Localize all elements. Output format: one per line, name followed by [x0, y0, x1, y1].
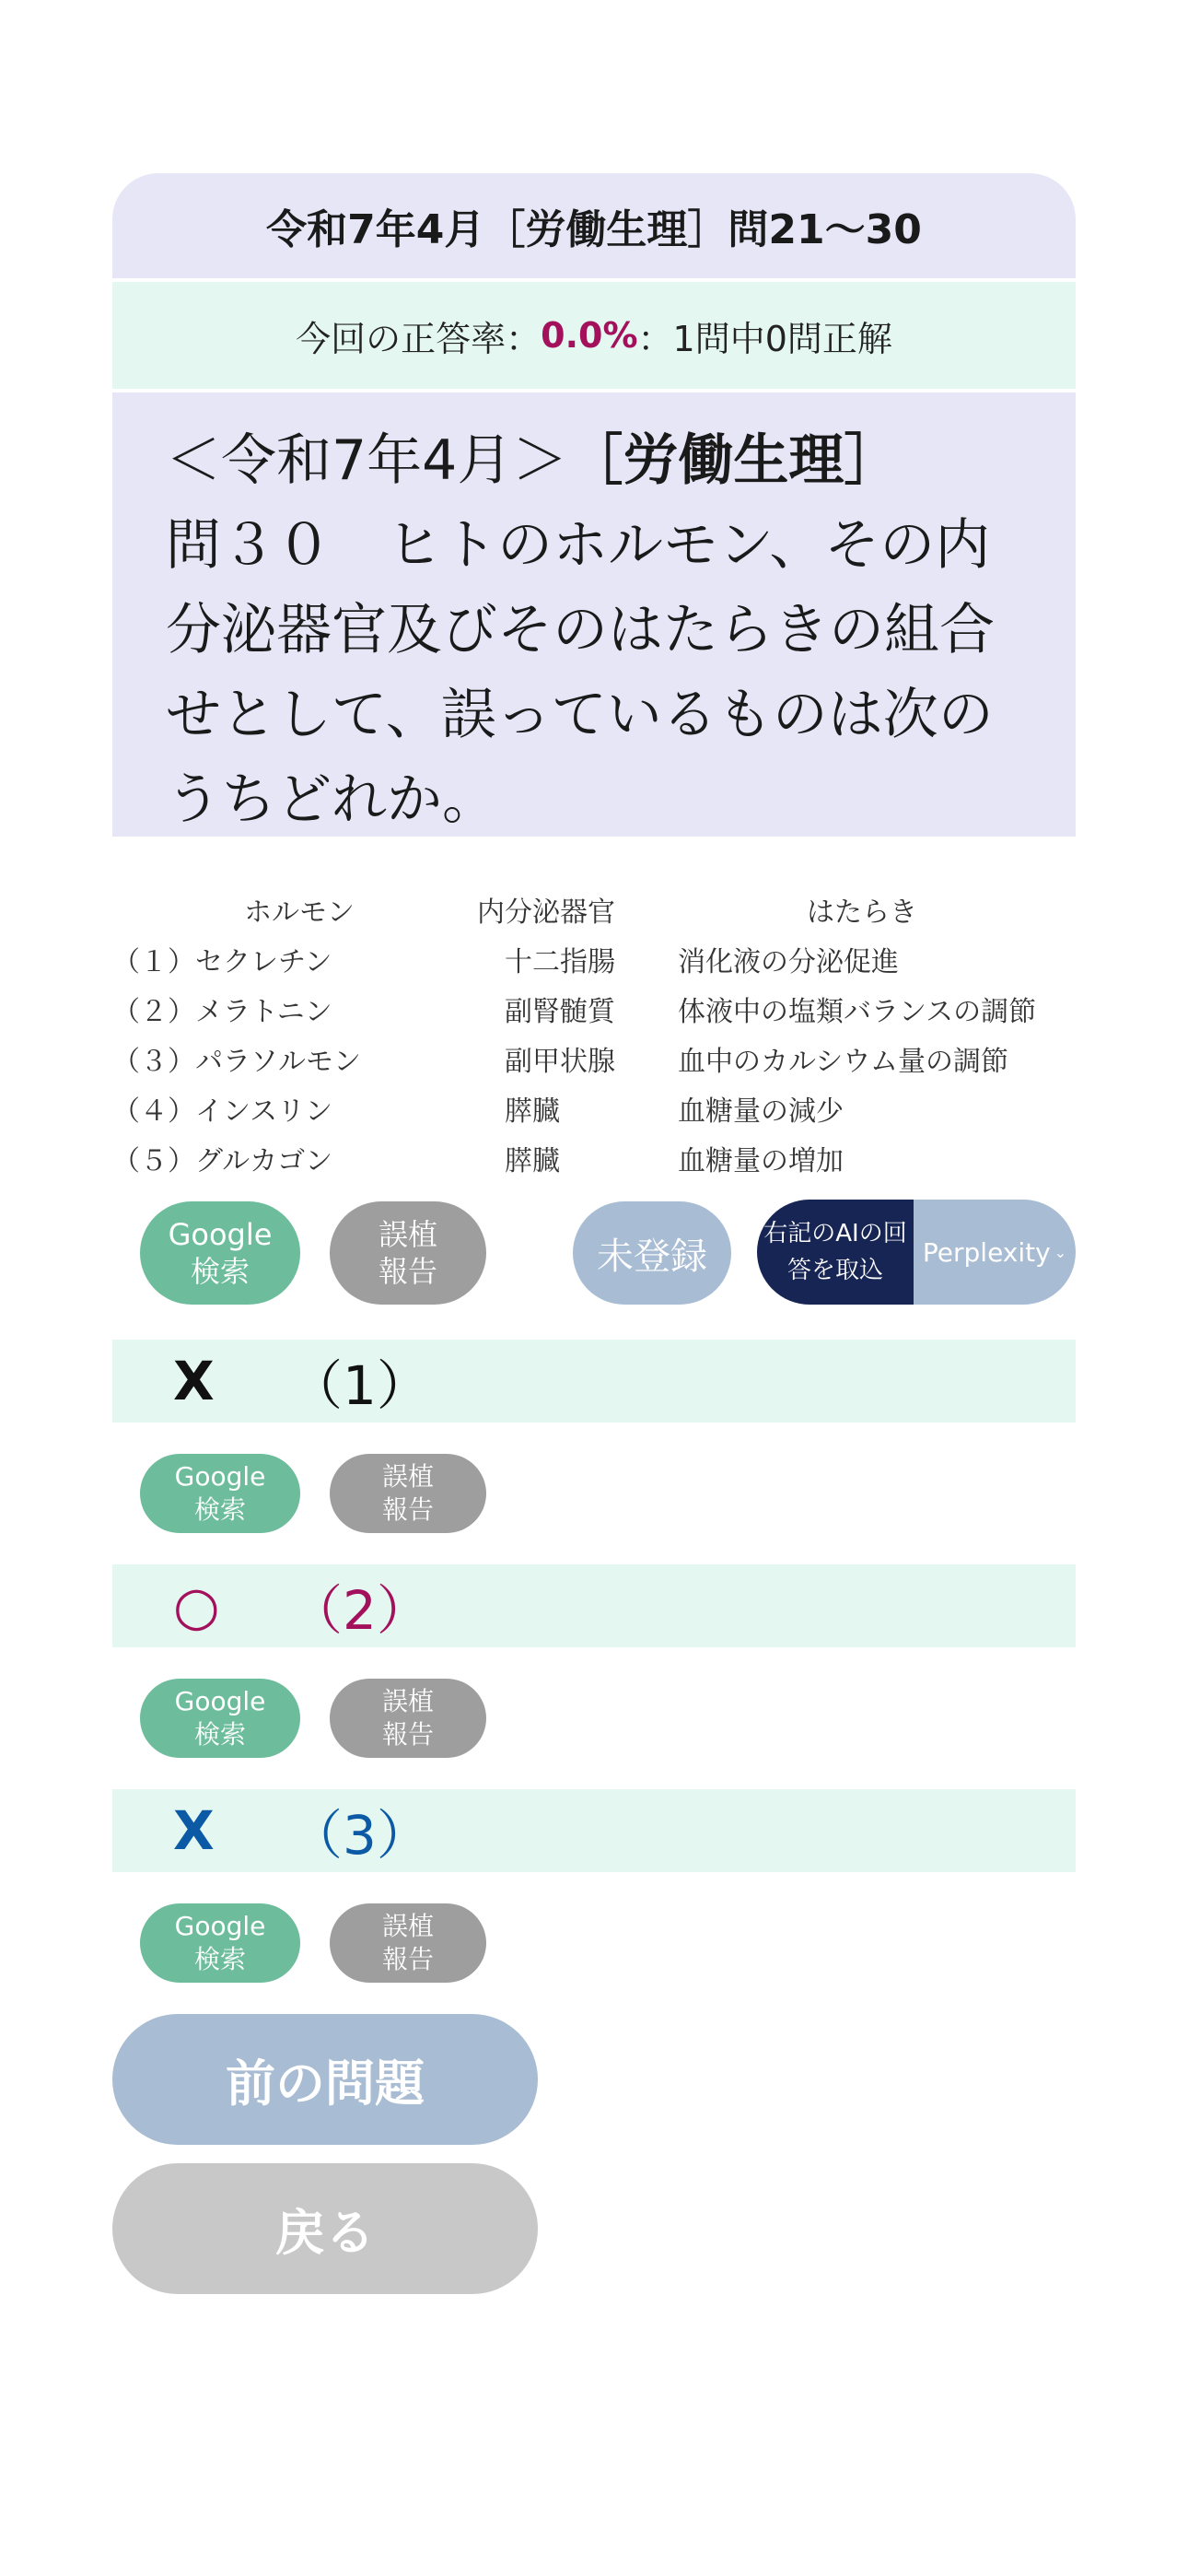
header-organ: 内分泌器官 — [477, 896, 615, 929]
row-hormone: インスリン — [195, 1095, 333, 1128]
row-organ: 膵臓 — [505, 1095, 560, 1128]
typo-report-button[interactable] — [330, 1201, 486, 1305]
ai-import-button[interactable] — [757, 1200, 914, 1305]
typo-report-button[interactable] — [330, 1454, 486, 1533]
ai-provider-select[interactable] — [914, 1200, 1076, 1305]
question-category: ［労働生理］ — [567, 428, 900, 493]
typo-report-button[interactable] — [330, 1679, 486, 1758]
ai-label-2: 回答を取込 — [786, 1220, 907, 1284]
header-function: はたらき — [807, 896, 917, 929]
table-row — [112, 1034, 1076, 1083]
google-label-2: 検索 — [193, 1494, 246, 1525]
question-text-block — [112, 392, 1076, 837]
ai-provider-label: Perplexity — [922, 1236, 1051, 1268]
score-summary — [112, 282, 1076, 389]
google-search-button[interactable] — [140, 1454, 300, 1533]
table-row — [112, 934, 1076, 984]
page-title: 令和7年4月［労働生理］問21～30 — [112, 173, 1076, 278]
google-label-2: 検索 — [190, 1254, 250, 1289]
row-hormone: パラソルモン — [195, 1046, 361, 1078]
google-search-button[interactable] — [140, 1903, 300, 1983]
choice-label: （3） — [289, 1804, 430, 1867]
table-row — [112, 984, 1076, 1034]
row-organ: 副甲状腺 — [505, 1046, 615, 1078]
row-number: （４） — [112, 1095, 195, 1128]
row-hormone: メラトニン — [195, 996, 332, 1028]
report-label-1: 誤植 — [381, 1686, 434, 1716]
choice-row-3 — [112, 1789, 1076, 1872]
google-label-1: Google — [174, 1461, 266, 1492]
typo-report-button[interactable] — [330, 1903, 486, 1983]
report-label-1: 誤植 — [381, 1911, 434, 1941]
row-function: 消化液の分泌促進 — [678, 946, 899, 978]
report-label-2: 報告 — [378, 1254, 437, 1289]
google-label-2: 検索 — [193, 1944, 246, 1974]
row-hormone: セクレチン — [195, 946, 332, 978]
table-header-row — [112, 884, 1076, 934]
row-organ: 膵臓 — [505, 1145, 560, 1177]
choice-label: （2） — [289, 1579, 430, 1642]
chevron-down-icon: ⌄ — [1054, 1243, 1067, 1261]
correct-mark-icon: ○ — [173, 1575, 220, 1637]
ai-import-group — [757, 1200, 1076, 1305]
report-label-1: 誤植 — [381, 1461, 434, 1492]
google-label-1: Google — [174, 1911, 266, 1941]
score-percent: 0.0% — [541, 315, 638, 356]
incorrect-mark-icon: X — [173, 1799, 215, 1862]
row-organ: 副腎髄質 — [505, 996, 615, 1028]
report-label-2: 報告 — [381, 1719, 434, 1750]
report-label-2: 報告 — [381, 1944, 434, 1974]
back-button[interactable]: 戻る — [112, 2163, 538, 2294]
hormone-table — [112, 884, 1076, 1183]
ai-label-1: 右記のAIの — [763, 1220, 883, 1247]
google-label-1: Google — [174, 1686, 266, 1716]
header-hormone: ホルモン — [244, 896, 355, 929]
row-hormone: グルカゴン — [195, 1145, 333, 1177]
score-suffix: ：1問中0問正解 — [637, 318, 892, 359]
row-number: （５） — [112, 1145, 195, 1177]
row-function: 血糖量の増加 — [678, 1145, 844, 1177]
question-tag: ＜令和7年4月＞ — [166, 428, 568, 493]
row-number: （１） — [112, 946, 195, 978]
question-body: 問３０ ヒトのホルモン、その内分泌器官及びそのはたらきの組合せとして、誤っているものは次のうちどれか。 — [166, 513, 995, 832]
table-row — [112, 1133, 1076, 1183]
row-function: 体液中の塩類バランスの調節 — [678, 996, 1037, 1028]
google-label-1: Google — [168, 1217, 273, 1252]
table-row — [112, 1083, 1076, 1133]
report-label-1: 誤植 — [378, 1217, 437, 1252]
score-prefix: 今回の正答率： — [296, 318, 542, 359]
row-function: 血糖量の減少 — [678, 1095, 844, 1128]
choice-row-2 — [112, 1564, 1076, 1647]
question-card — [112, 173, 1076, 837]
unregistered-button[interactable]: 未登録 — [573, 1201, 731, 1305]
row-function: 血中のカルシウム量の調節 — [678, 1046, 1008, 1078]
google-search-button[interactable] — [140, 1201, 300, 1305]
previous-question-button[interactable]: 前の問題 — [112, 2014, 538, 2145]
google-search-button[interactable] — [140, 1679, 300, 1758]
choice-row-1 — [112, 1340, 1076, 1423]
report-label-2: 報告 — [381, 1494, 434, 1525]
row-organ: 十二指腸 — [505, 946, 615, 978]
google-label-2: 検索 — [193, 1719, 246, 1750]
row-number: （３） — [112, 1046, 195, 1078]
incorrect-mark-icon: X — [173, 1350, 215, 1412]
row-number: （２） — [112, 996, 195, 1028]
choice-label: （1） — [289, 1354, 430, 1417]
